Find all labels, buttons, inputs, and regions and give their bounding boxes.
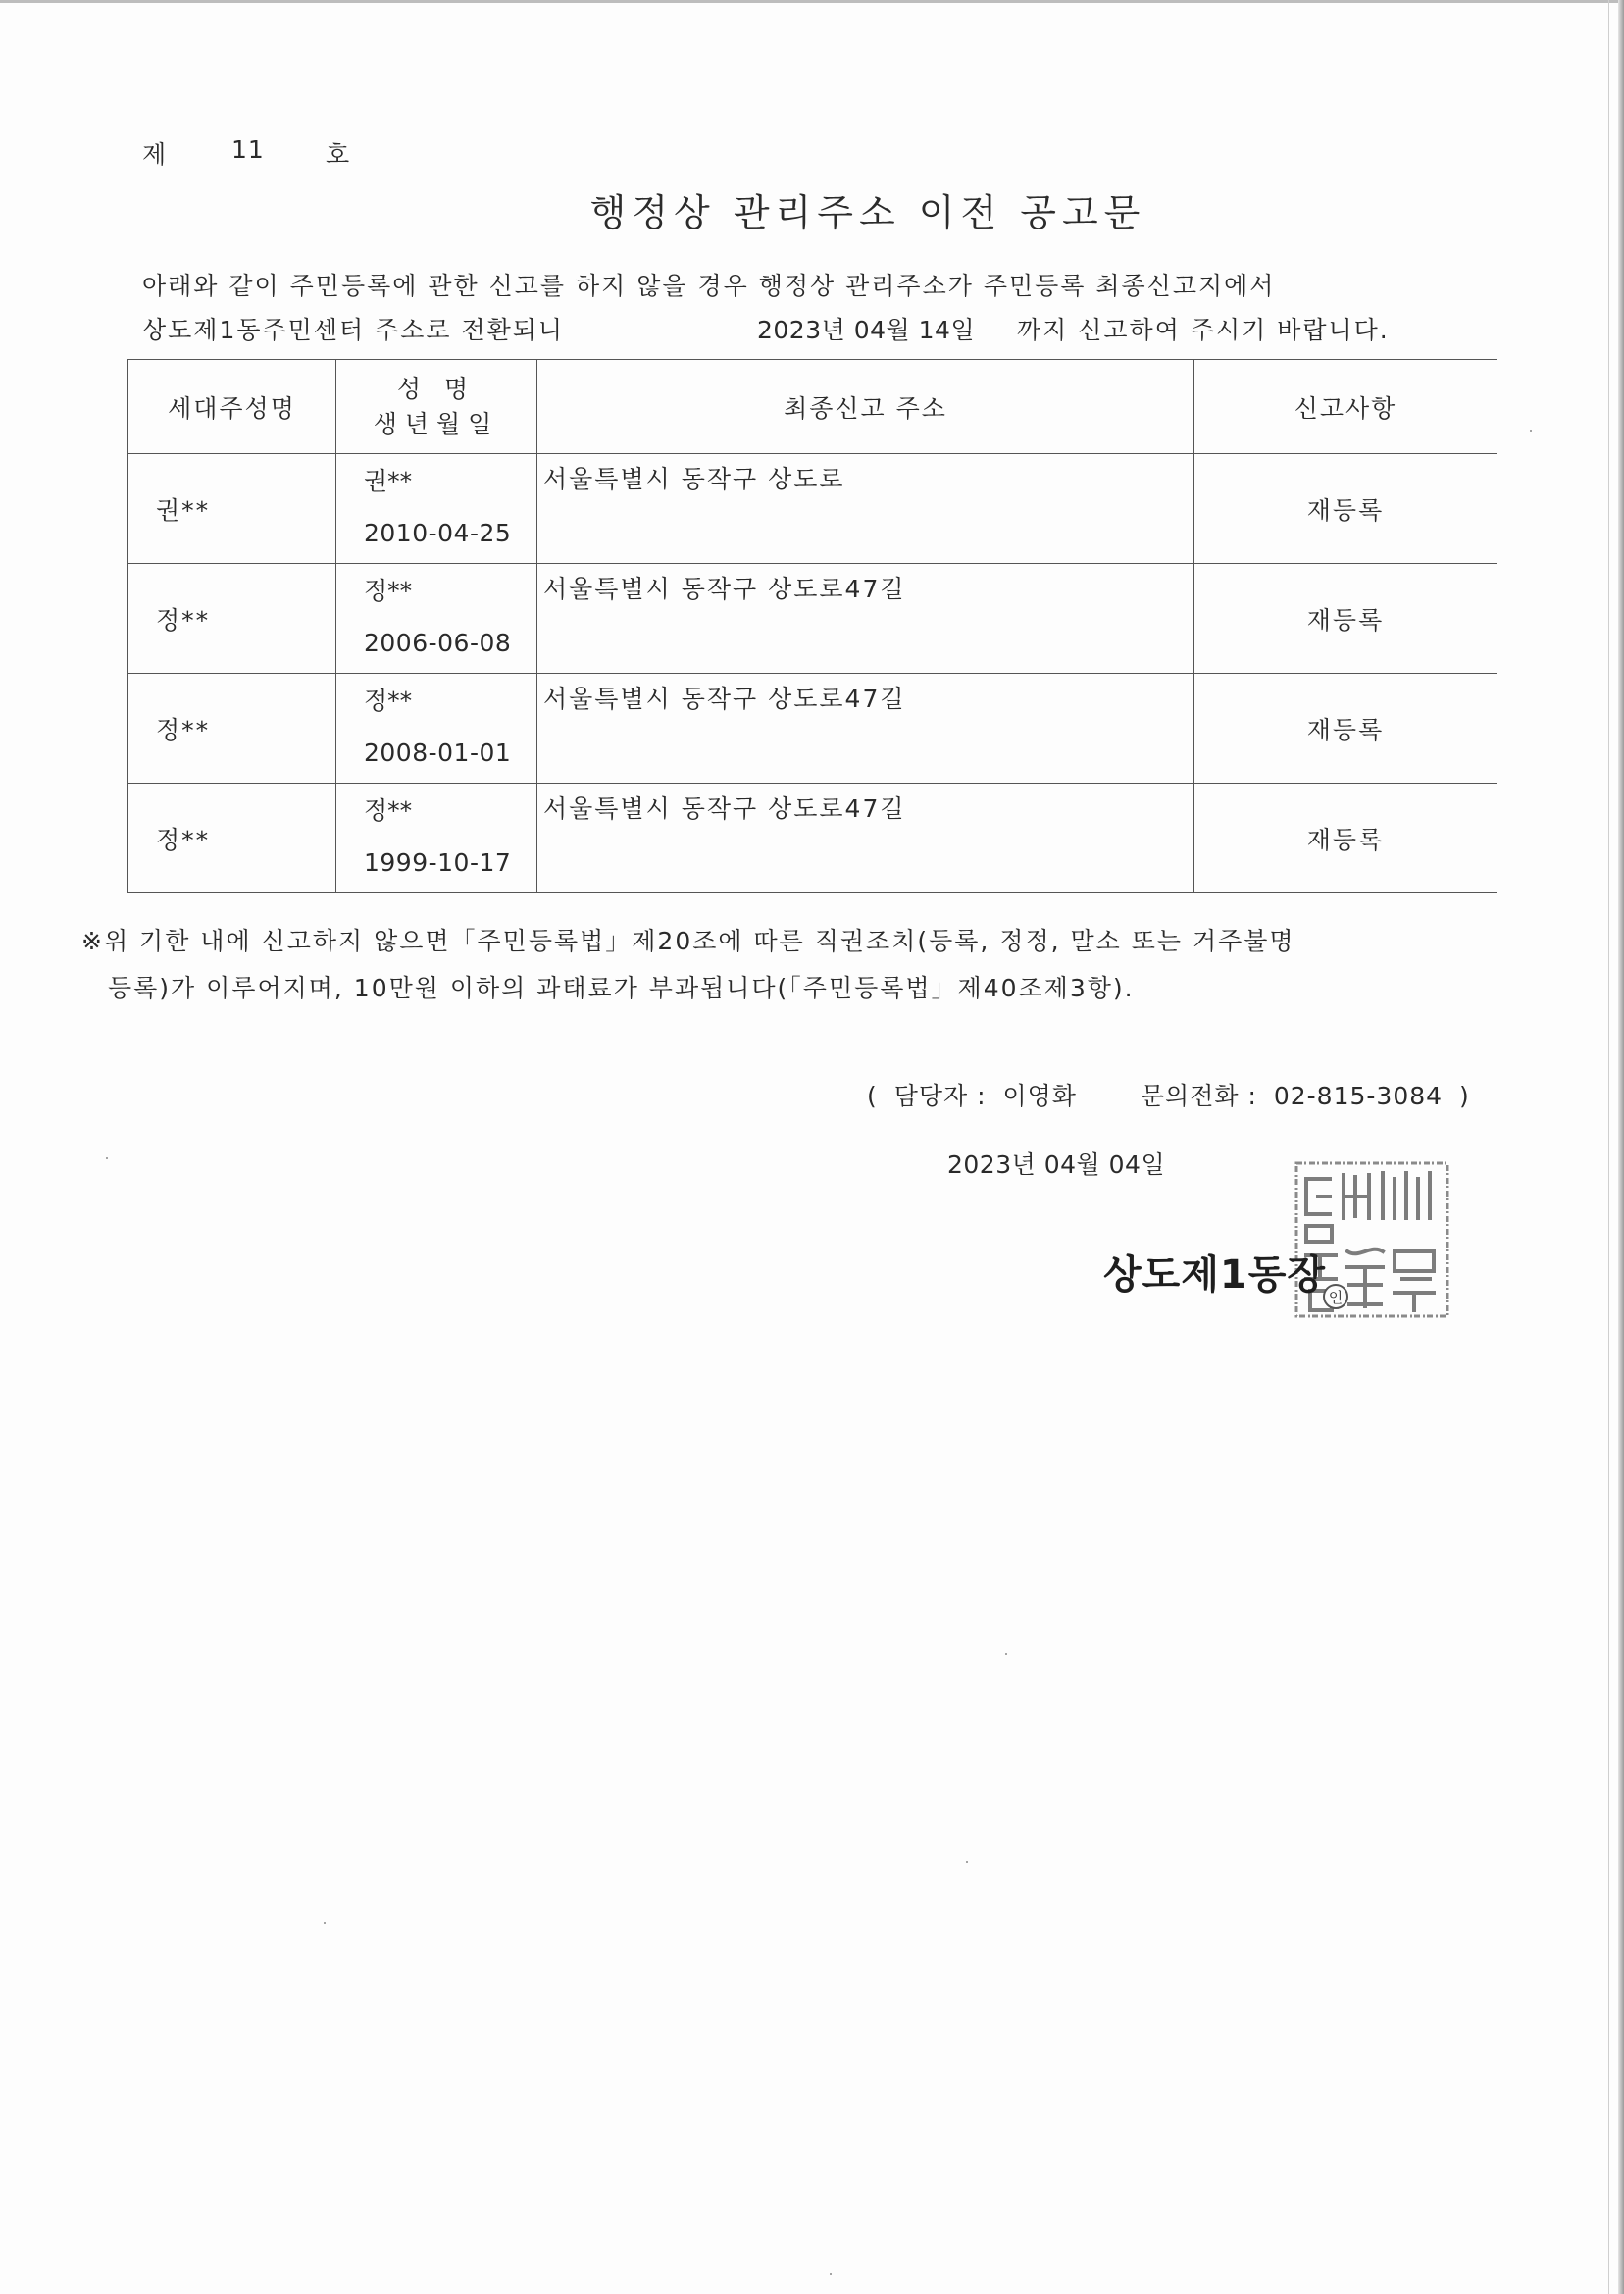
issue-date: 2023년 04월 04일 <box>947 1150 1166 1179</box>
item-cell: 재등록 <box>1194 564 1497 674</box>
contact-info <box>867 1077 1478 1112</box>
intro-line-2: 상도제1동주민센터 주소로 전환되니 <box>142 316 565 344</box>
item-cell: 재등록 <box>1194 454 1497 564</box>
issuer-name: 상도제1동장 <box>1103 1252 1327 1298</box>
issue-prefix: 제 <box>142 140 168 169</box>
address-cell: 서울특별시 동작구 상도로47길 <box>537 784 1194 893</box>
table-header-row <box>128 360 1497 454</box>
householder-cell: 정** <box>128 564 336 674</box>
address-cell: 서울특별시 동작구 상도로47길 <box>537 564 1194 674</box>
member-birth: 2006-06-08 <box>364 629 512 657</box>
header-member-name: 성 명 <box>396 374 477 403</box>
contact-close-paren: ) <box>1459 1082 1470 1110</box>
member-birth: 1999-10-17 <box>364 848 512 877</box>
contact-phone-label: 문의전화 : <box>1140 1082 1257 1110</box>
contact-staff-label: 담당자 : <box>893 1082 987 1110</box>
scan-edge-right <box>1618 0 1624 2294</box>
householder-cell: 정** <box>128 784 336 893</box>
seal-mark: 인 <box>1328 1289 1344 1306</box>
member-birth: 2010-04-25 <box>364 519 512 547</box>
member-name: 정** <box>364 577 413 605</box>
householder-cell: 정** <box>128 674 336 784</box>
contact-staff-name: 이영화 <box>1002 1082 1077 1110</box>
address-cell: 서울특별시 동작구 상도로 <box>537 454 1194 564</box>
header-address: 최종신고 주소 <box>537 360 1194 454</box>
intro-line-1: 아래와 같이 주민등록에 관한 신고를 하지 않을 경우 행정상 관리주소가 주민등록 최종신고지에서 <box>142 272 1276 300</box>
issue-suffix: 호 <box>326 140 351 169</box>
header-member-birth: 생년월일 <box>373 409 500 438</box>
document-title: 행정상 관리주소 이전 공고문 <box>589 191 1146 234</box>
scan-speck <box>830 2273 832 2275</box>
scan-edge-line <box>1608 0 1609 2294</box>
issue-number-value: 11 <box>231 135 265 164</box>
member-name: 권** <box>364 467 413 495</box>
deadline-date: 2023년 04월 14일 <box>757 316 976 344</box>
member-cell <box>336 784 537 893</box>
table-row <box>128 564 1497 674</box>
scan-edge-top <box>0 0 1624 3</box>
scan-speck <box>324 1922 326 1924</box>
item-cell: 재등록 <box>1194 674 1497 784</box>
householder-cell: 권** <box>128 454 336 564</box>
member-name: 정** <box>364 687 413 715</box>
item-cell: 재등록 <box>1194 784 1497 893</box>
table-row <box>128 674 1497 784</box>
notice-note-line-1: ※위 기한 내에 신고하지 않으면「주민등록법」제20조에 따른 직권조치(등록, 정정, 말소 또는 거주불명 <box>81 927 1295 955</box>
member-birth: 2008-01-01 <box>364 739 512 767</box>
member-cell <box>336 674 537 784</box>
scan-speck <box>106 1157 108 1159</box>
scan-speck <box>1530 430 1532 432</box>
intro-line-2-end: 까지 신고하여 주시기 바랍니다. <box>1017 316 1390 344</box>
contact-open-paren: ( <box>867 1082 878 1110</box>
header-householder: 세대주성명 <box>128 360 336 454</box>
table-row <box>128 784 1497 893</box>
notice-table <box>127 359 1497 893</box>
table-row <box>128 454 1497 564</box>
member-cell <box>336 564 537 674</box>
member-name: 정** <box>364 796 413 825</box>
contact-phone: 02-815-3084 <box>1273 1082 1444 1110</box>
member-cell <box>336 454 537 564</box>
scan-speck <box>966 1861 968 1863</box>
header-member <box>336 360 537 454</box>
scan-speck <box>1005 1653 1007 1655</box>
address-cell: 서울특별시 동작구 상도로47길 <box>537 674 1194 784</box>
notice-note-line-2: 등록)가 이루어지며, 10만원 이하의 과태료가 부과됩니다(「주민등록법」제40조제3항). <box>108 974 1135 1002</box>
header-item: 신고사항 <box>1194 360 1497 454</box>
